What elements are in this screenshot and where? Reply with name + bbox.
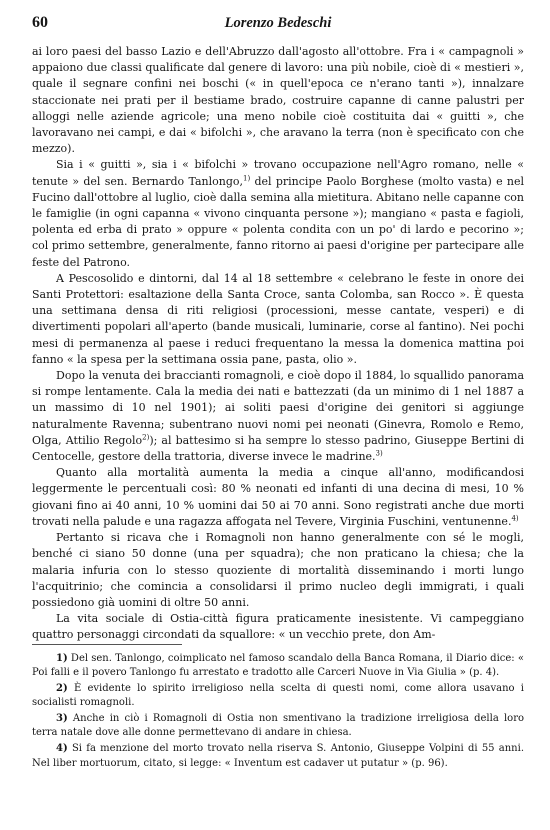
- paragraph-2-rest: del principe Paolo Borghese (molto vasta) e nel Fucino dall'ottobre al luglio, cioè dalla semina alla mietitura. Abitano nelle capanne con le famiglie (in ogni capanna « vivono cinquanta persone »); mangiano « pasta e fagioli, polenta ed erba di prato » oppure « polenta condita con un po' di lardo e pecorino »; col primo settembre, generalmente, fanno ritorno ai paesi d'origine per partecipare alle feste del Patrono.: [32, 174, 524, 269]
- paragraph-4: [32, 368, 524, 465]
- paragraph-5: [32, 465, 524, 530]
- paragraph-4-rest: ); al battesimo si ha sempre lo stesso padrino, Giuseppe Bertini di Centocelle, gestore della trattoria, diverse invece le madrine.: [32, 433, 524, 464]
- footnotes: [32, 652, 524, 772]
- footnote-number: 4): [56, 743, 68, 755]
- body-text: [32, 44, 524, 644]
- footnote-3: [32, 712, 524, 741]
- footnote-ref-1: 1): [243, 173, 251, 182]
- footnote-1: [32, 652, 524, 681]
- running-head: Lorenzo Bedeschi: [224, 15, 332, 31]
- footnote-number: 3): [56, 713, 68, 725]
- paragraph-2-start: Sia i « guitti », sia i « bifolchi » trovano occupazione nell'Agro romano, nelle « tenute » del sen. Bernardo Tanlongo,: [32, 158, 524, 188]
- footnote-ref-4: 4): [511, 514, 519, 523]
- paragraph-2: [32, 157, 524, 270]
- footnote-text: Si fa menzione del morto trovato nella riserva S. Antonio, Giuseppe Volpini di 55 anni. Nel liber mortuorum, citato, si legge: « Inventum est cadaver ut putatur » (p. 96).: [32, 743, 525, 769]
- paragraph-5-text: Quanto alla mortalità aumenta la media a cinque all'anno, modificandosi leggermente le percentuali così: 80 % neonati ed infanti di una decina di mesi, 10 % giovani fino ai 40 anni, 10 % uomini dai 50 ai 70 anni. Sono registrati anche due morti trovati nella palude e una ragazza affogata nel Tevere, Virginia Fuschini, ventunenne.: [32, 466, 524, 528]
- footnote-2: [32, 682, 524, 711]
- footnote-divider: [32, 644, 182, 645]
- page-number: 60: [32, 14, 48, 31]
- footnote-text: È evidente lo spirito irreligioso nella scelta di questi nomi, come allora usavano i socialisti romagnoli.: [32, 683, 524, 709]
- page-header: [32, 14, 524, 36]
- footnote-ref-2: 2): [142, 433, 150, 442]
- footnote-number: 2): [56, 683, 68, 695]
- footnote-text: Anche in ciò i Romagnoli di Ostia non smentivano la tradizione irreligiosa della loro terra natale dove alle donne permettevano di andare in chiesa.: [32, 713, 524, 739]
- footnote-number: 1): [56, 653, 68, 664]
- paragraph-1: ai loro paesi del basso Lazio e dell'Abruzzo dall'agosto all'ottobre. Fra i « campagnoli » appaiono due classi qualificate dal genere di lavoro: una più nobile, cioè di « mestieri », quale il segnare confini nei boschi (« in quell'epoca ce n'erano tanti »), innalzare staccionate nei prati per il bestiame brado, costruire capanne di canne palustri per alloggi nelle aziende agricole; una meno nobile cioè costituita dai « guitti », che lavoravano nei campi, e dai « bifolchi », che aravano la terra (non è specificato con che mezzo).: [32, 45, 524, 156]
- paragraph-4-start: Dopo la venuta dei braccianti romagnoli, e cioè dopo il 1884, lo squallido panorama si rompe lentamente. Cala la media dei nati e battezzati (da un minimo di 1 nel 1887 a un massimo di 10 nel 1901); ai soliti paesi d'origine dei genitori si aggiunge naturalmente Ravenna; subentrano nuovi nomi pei neonati (Ginevra, Romolo e Remo, Olga, Attilio Regolo: [32, 369, 524, 447]
- footnote-ref-3: 3): [375, 449, 383, 458]
- paragraph-6: Pertanto si ricava che i Romagnoli non hanno generalmente con sé le mogli, benché ci siano 50 donne (una per squadra); che non praticano la chiesa; che la malaria infuria con lo stesso quoziente di mortalità disseminando i morti lungo l'acquitrinio; che comincia a consolidarsi il primo nucleo degli immigrati, i quali possiedono già uomini di oltre 50 anni.: [32, 531, 524, 609]
- paragraph-7: La vita sociale di Ostia-città figura praticamente inesistente. Vi campeggiano quattro personaggi circondati da squallore: « un vecchio prete, don Am-: [32, 612, 524, 642]
- footnote-text: Del sen. Tanlongo, coimplicato nel famoso scandalo della Banca Romana, il Diario dice: « Poi falli e il povero Tanlongo fu arrestato e tradotto alle Carceri Nuove in Via Giulia » (p. 4).: [32, 653, 524, 679]
- footnote-4: [32, 742, 524, 771]
- paragraph-3: A Pescosolido e dintorni, dal 14 al 18 settembre « celebrano le feste in onore dei Santi Protettori: esaltazione della Santa Croce, santa Colomba, san Rocco ». È questa una settimana densa di riti religiosi (processioni, messe cantate, vesperi) e di divertimenti popolari all'aperto (bande musicali, luminarie, corse al fantino). Nei pochi mesi di permanenza al paese i reduci frequentano la messa la domenica mattina poi fanno « la spesa per la settimana ossia pane, pasta, olio ».: [32, 271, 524, 366]
